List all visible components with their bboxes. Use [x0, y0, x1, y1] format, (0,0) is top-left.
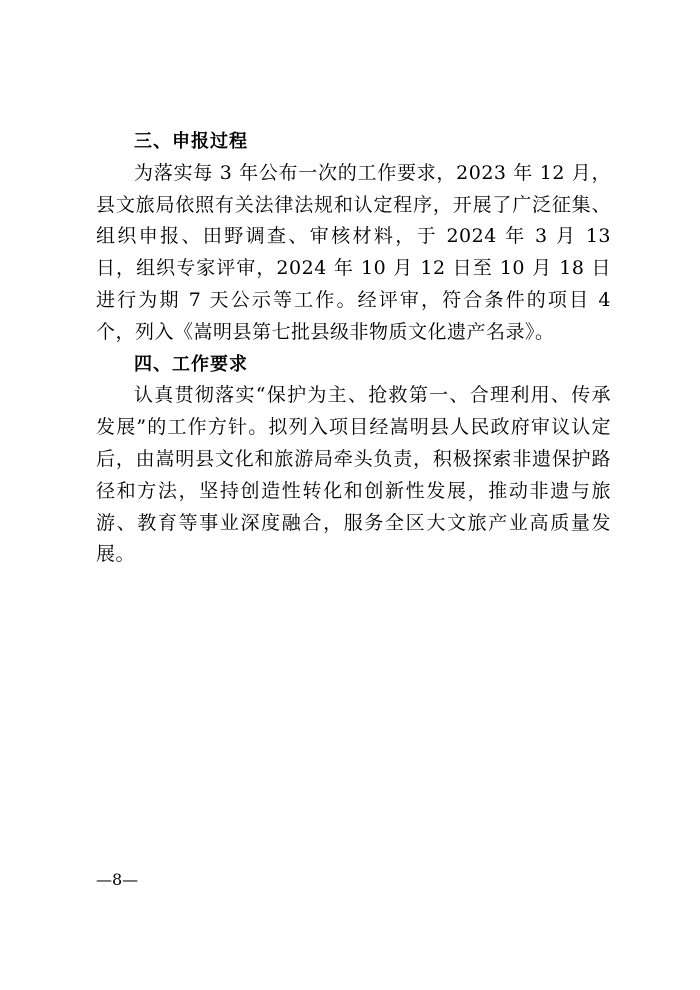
section-heading-declaration-process: 三、申报过程	[134, 131, 248, 152]
section-paragraph-declaration-process: 为落实每 3 年公布一次的工作要求，2023 年 12 月，县文旅局依照有关法律法规和认定程序，开展了广泛征集、组织申报、田野调查、审核材料，于 2024 年 3 月 13 日，组织专家评审，2024 年 10 月 12 日至 10 月 18 日进行为期 7 天公示等工作。经评审，符合条件的项目 4 个，列入《嵩明县第七批县级非物质文化遗产名录》。	[96, 161, 611, 343]
page-number: —8—	[96, 870, 139, 889]
section-paragraph-work-requirements: 认真贯彻落实“保护为主、抢救第一、合理利用、传承发展”的工作方针。拟列入项目经嵩明县人民政府审议认定后，由嵩明县文化和旅游局牵头负责，积极探索非遗保护路径和方法，坚持创造性转化和创新性发展，推动非遗与旅游、教育等事业深度融合，服务全区大文旅产业高质量发展。	[96, 384, 611, 566]
section-heading-work-requirements: 四、工作要求	[134, 353, 248, 375]
document-body	[96, 126, 611, 571]
